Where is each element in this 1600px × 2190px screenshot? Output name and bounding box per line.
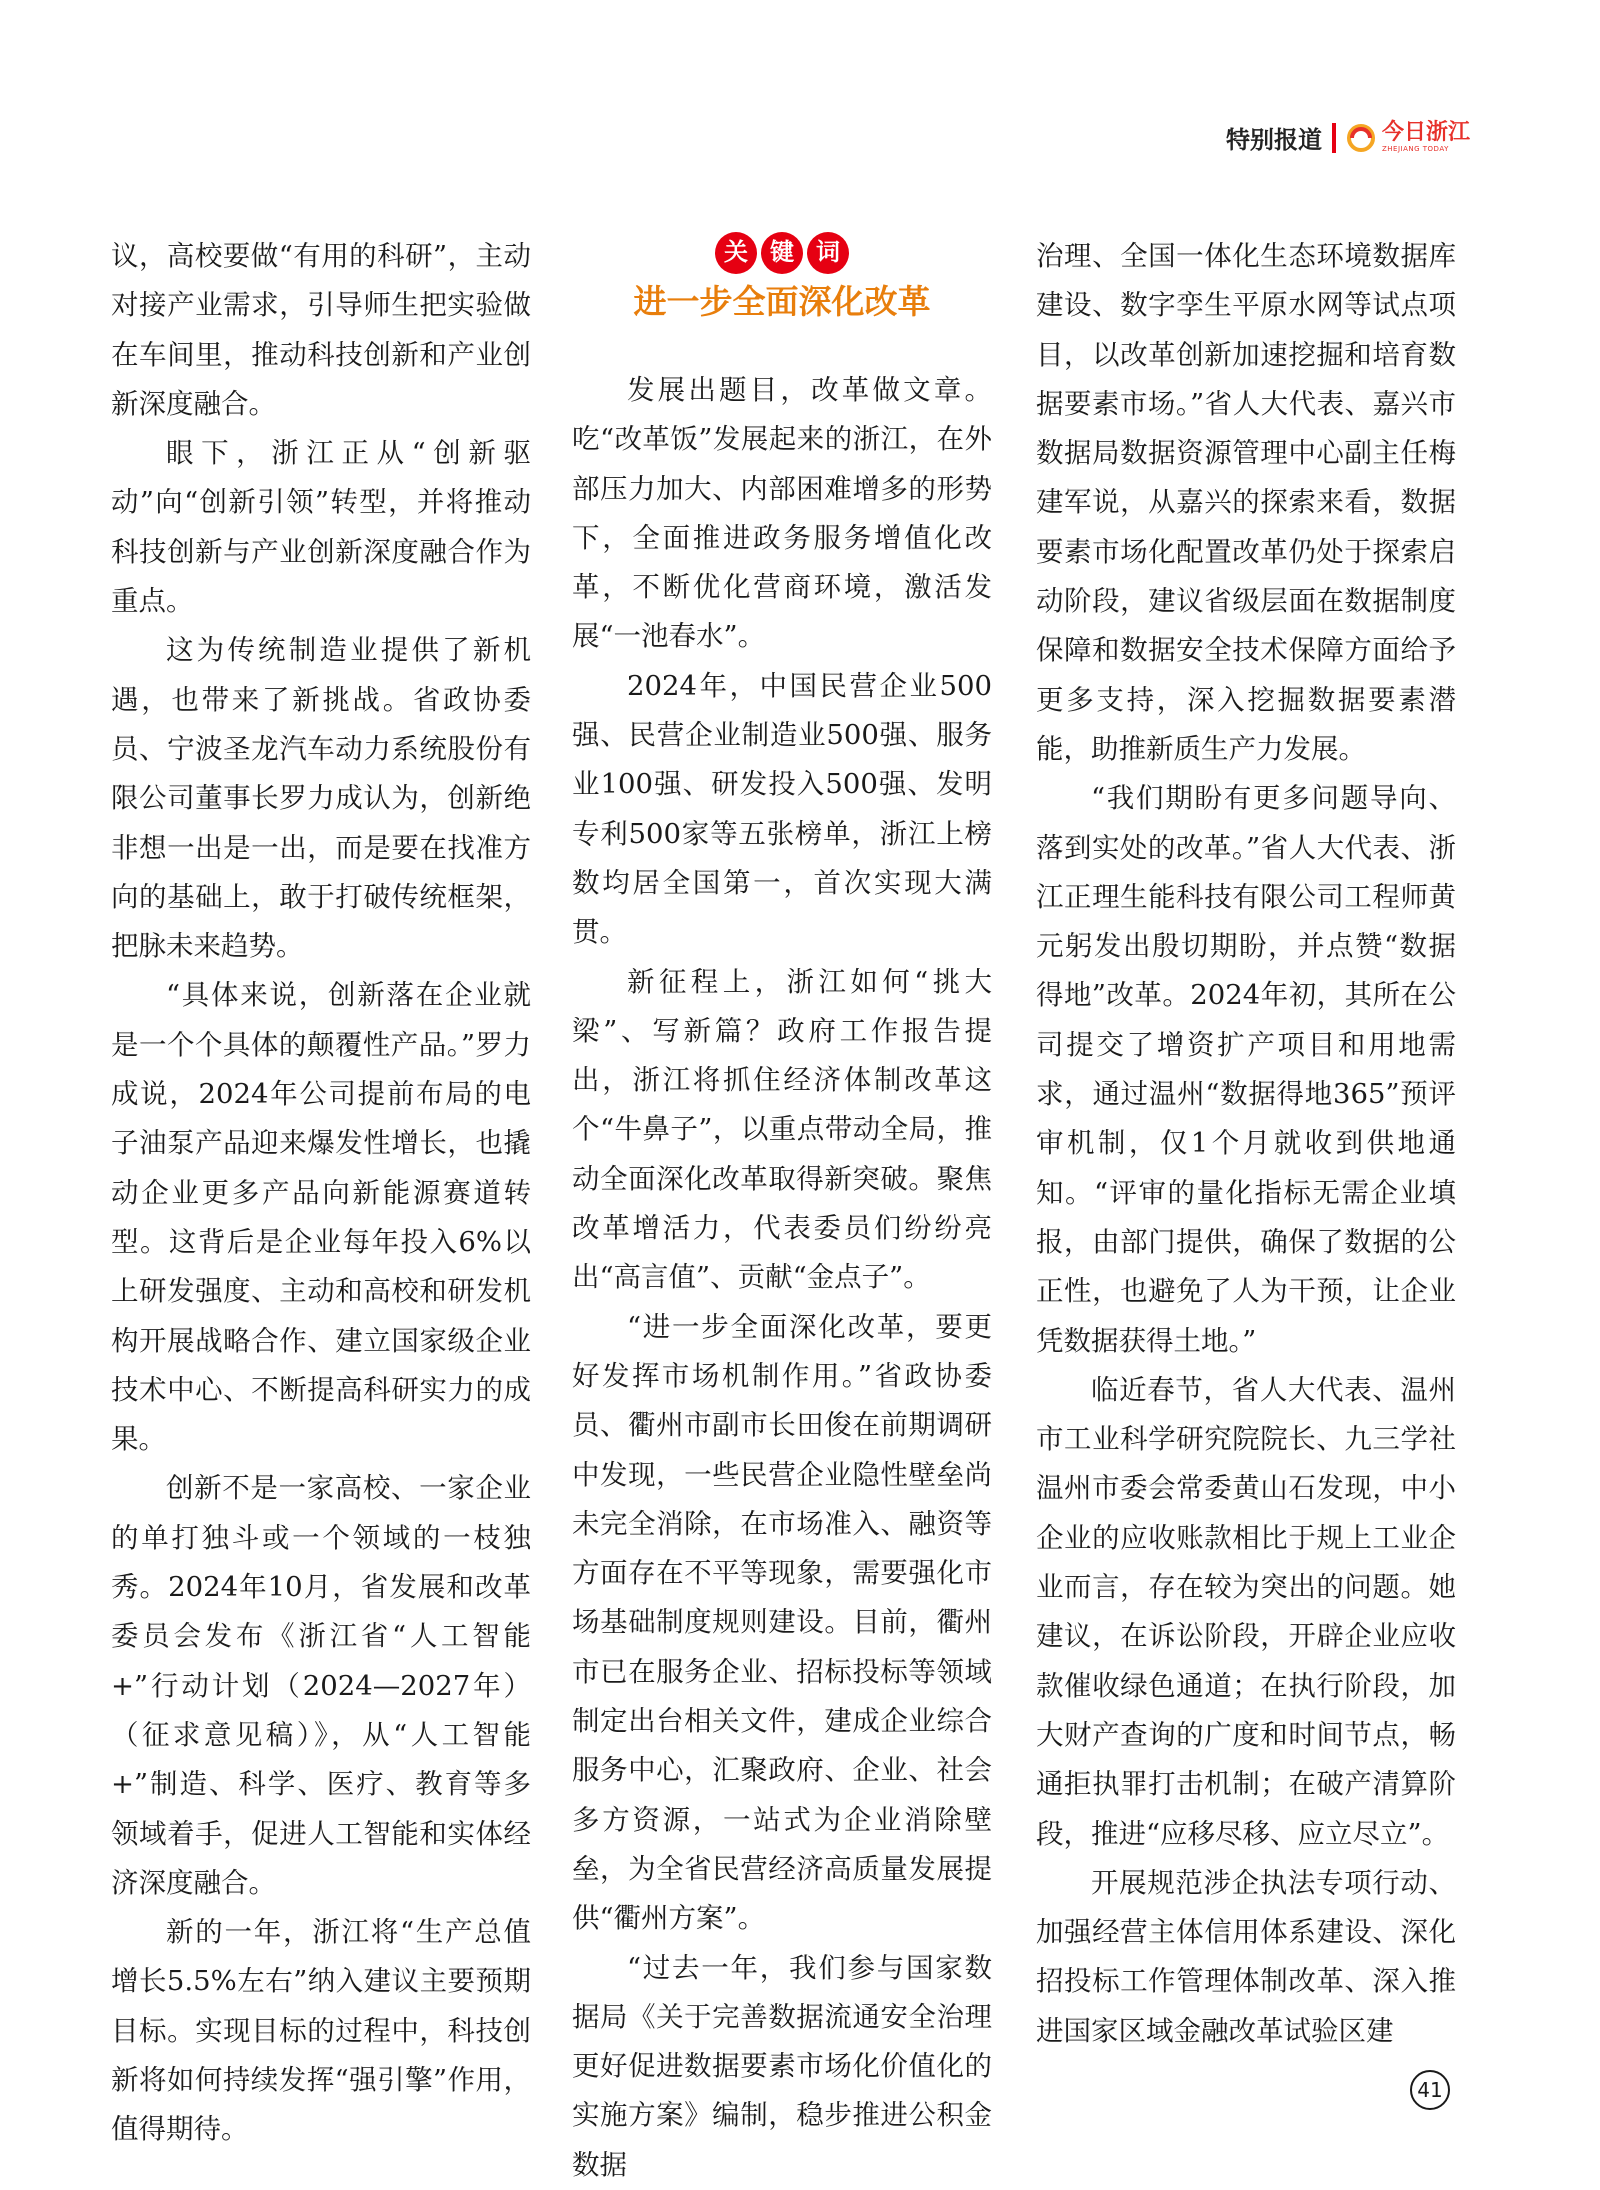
paragraph: 临近春节，省人大代表、温州市工业科学研究院院长、九三学社温州市委会常委黄山石发现，中小企业的应收账款相比于规上工业企业而言，存在较为突出的问题。她建议，在诉讼阶段，开辟企业应收款催收绿色通道；在执行阶段，加大财产查询的广度和时间节点，畅通拒执罪打击机制；在破产清算阶段，推进“应移尽移、应立尽立”。 — [1036, 1373, 1456, 1850]
article-column-1 — [111, 232, 531, 2155]
logo-english: ZHEJIANG TODAY — [1381, 145, 1449, 153]
page-header — [1226, 120, 1470, 155]
paragraph: “我们期盼有更多问题导向、落到实处的改革。”省人大代表、浙江正理生能科技有限公司工程师黄元躬发出殷切期盼，并点赞“数据得地”改革。2024年初，其所在公司提交了增资扩产项目和用地需求，通过温州“数据得地365”预评审机制，仅1个月就收到供地通知。“评审的量化指标无需企业填报，由部门提供，确保了数据的公正性，也避免了人为干预，让企业凭数据获得土地。” — [1036, 782, 1456, 1357]
paragraph: 眼下，浙江正从“创新驱动”向“创新引领”转型，并将推动科技创新与产业创新深度融合作为重点。 — [111, 437, 531, 618]
paragraph: 这为传统制造业提供了新机遇，也带来了新挑战。省政协委员、宁波圣龙汽车动力系统股份有限公司董事长罗力成认为，创新绝非想一出是一出，而是要在找准方向的基础上，敢于打破传统框架，把脉未来趋势。 — [111, 634, 531, 963]
logo-swirl-icon — [1346, 123, 1376, 153]
header-divider — [1332, 123, 1336, 153]
paragraph: “过去一年，我们参与国家数据局《关于完善数据流通安全治理 更好促进数据要素市场化价值化的实施方案》编制，稳步推进公积金数据 — [572, 1951, 992, 2181]
keyword-title: 进一步全面深化改革 — [633, 282, 931, 321]
keyword-badge: 词 — [807, 232, 849, 274]
paragraph: 2024年，中国民营企业500强、民营企业制造业500强、服务业100强、研发投入500强、发明专利500家等五张榜单，浙江上榜数均居全国第一，首次实现大满贯。 — [572, 669, 992, 949]
section-label: 特别报道 — [1225, 126, 1322, 154]
magazine-logo — [1346, 122, 1470, 153]
logo-chinese: 今日浙江 — [1381, 120, 1470, 145]
page-number: 41 — [1410, 2070, 1450, 2110]
paragraph: 议，高校要做“有用的科研”，主动对接产业需求，引导师生把实验做在车间里，推动科技创新和产业创新深度融合。 — [111, 240, 531, 420]
paragraph: 创新不是一家高校、一家企业的单打独斗或一个领域的一枝独秀。2024年10月，省发展和改革委员会发布《浙江省“人工智能+”行动计划（2024—2027年）（征求意见稿）》，从“人工智能+”制造、科学、医疗、教育等多领域着手，促进人工智能和实体经济深度融合。 — [111, 1472, 531, 1899]
paragraph: 治理、全国一体化生态环境数据库建设、数字孪生平原水网等试点项目，以改革创新加速挖掘和培育数据要素市场。”省人大代表、嘉兴市数据局数据资源管理中心副主任梅建军说，从嘉兴的探索来看，数据要素市场化配置改革仍处于探索启动阶段，建议省级层面在数据制度保障和数据安全技术保障方面给予更多支持，深入挖掘数据要素潜能，助推新质生产力发展。 — [1036, 240, 1456, 765]
keyword-box — [572, 232, 992, 324]
paragraph: “具体来说，创新落在企业就是一个个具体的颠覆性产品。”罗力成说，2024年公司提前布局的电子油泵产品迎来爆发性增长，也撬动企业更多产品向新能源赛道转型。这背后是企业每年投入6%以上研发强度、主动和高校和研发机构开展战略合作、建立国家级企业技术中心、不断提高科研实力的成果。 — [111, 979, 531, 1456]
paragraph: “进一步全面深化改革，要更好发挥市场机制作用。”省政协委员、衢州市副市长田俊在前期调研中发现，一些民营企业隐性壁垒尚未完全消除，在市场准入、融资等方面存在不平等现象，需要强化市场基础制度规则建设。目前，衢州市已在服务企业、招标投标等领域制定出台相关文件，建成企业综合服务中心，汇聚政府、企业、社会多方资源，一站式为企业消除壁垒，为全省民营经济高质量发展提供“衢州方案”。 — [572, 1310, 992, 1935]
paragraph: 发展出题目，改革做文章。吃“改革饭”发展起来的浙江，在外部压力加大、内部困难增多的形势下，全面推进政务服务增值化改革，不断优化营商环境，激活发展“一池春水”。 — [572, 374, 992, 653]
paragraph: 开展规范涉企执法专项行动、加强经营主体信用体系建设、深化招投标工作管理体制改革、深入推进国家区域金融改革试验区建 — [1036, 1866, 1456, 2047]
paragraph: 新征程上，浙江如何“挑大梁”、写新篇？政府工作报告提出，浙江将抓住经济体制改革这个“牛鼻子”，以重点带动全局，推动全面深化改革取得新突破。聚焦改革增活力，代表委员们纷纷亮出“高言值”、贡献“金点子”。 — [572, 965, 992, 1294]
keyword-badge: 键 — [761, 232, 803, 274]
article-column-2 — [572, 232, 992, 2190]
keyword-badge: 关 — [715, 232, 757, 274]
article-column-3 — [1036, 232, 1456, 2056]
paragraph: 新的一年，浙江将“生产总值增长5.5%左右”纳入建议主要预期目标。实现目标的过程中，科技创新将如何持续发挥“强引擎”作用，值得期待。 — [111, 1916, 531, 2146]
keyword-badges — [572, 232, 992, 274]
